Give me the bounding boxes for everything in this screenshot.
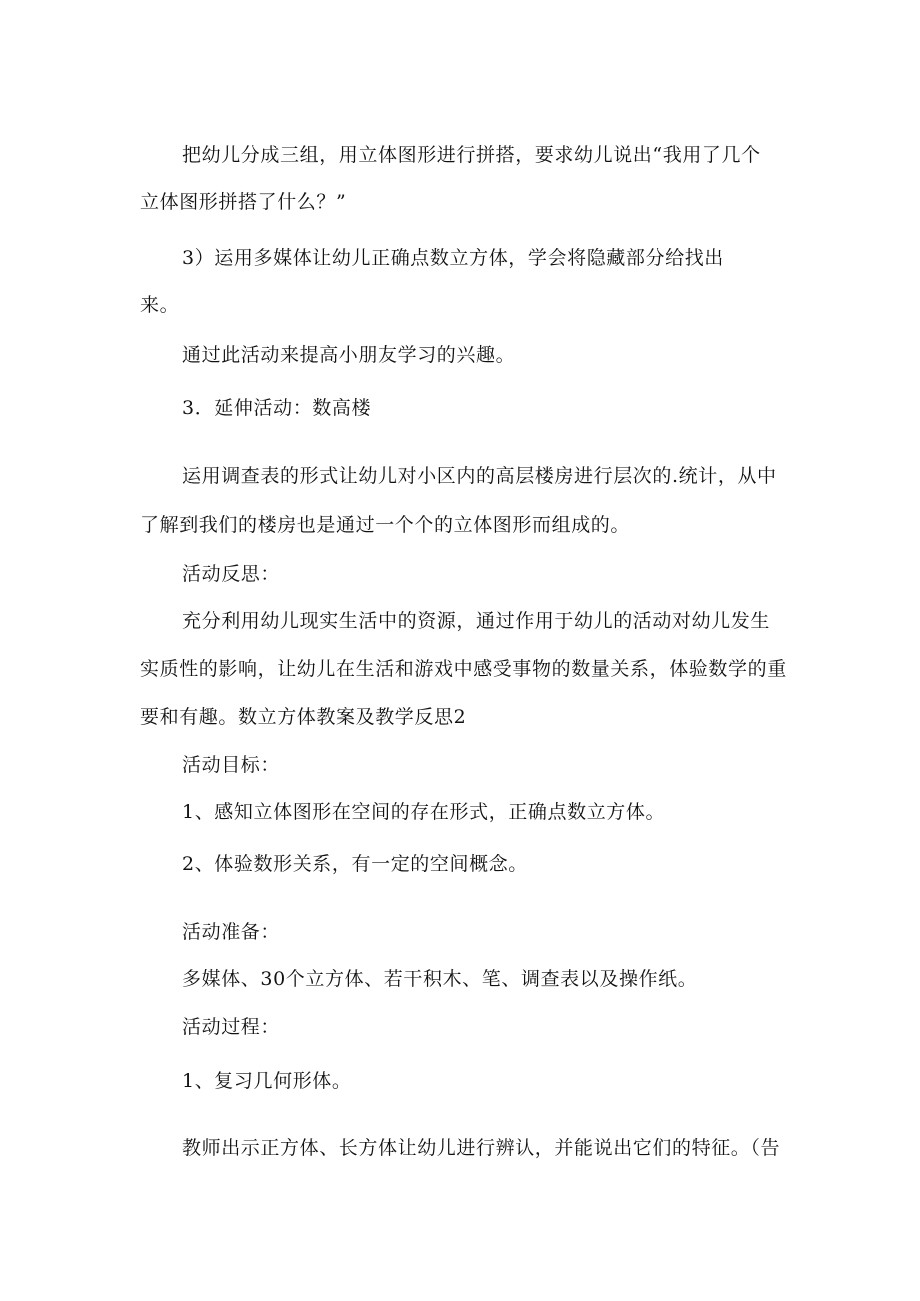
- text-line: 立体图形拼搭了什么？”: [140, 191, 347, 213]
- text-line: 教师出示正方体、长方体让幼儿进行辨认，并能说出它们的特征。（告: [182, 1137, 781, 1159]
- text-line: 运用调查表的形式让幼儿对小区内的高层楼房进行层次的.统计，从中: [182, 465, 777, 487]
- list-item: 1、感知立体图形在空间的存在形式，正确点数立方体。: [182, 801, 666, 823]
- section-heading: 活动过程：: [182, 1016, 281, 1038]
- text-line: 充分利用幼儿现实生活中的资源，通过作用于幼儿的活动对幼儿发生: [182, 610, 771, 632]
- text-line: 3）运用多媒体让幼儿正确点数立方体，学会将隐藏部分给找出: [182, 247, 724, 269]
- section-heading: 活动反思：: [182, 563, 281, 585]
- section-heading: 活动准备：: [182, 921, 281, 943]
- text-line: 实质性的影响，让幼儿在生活和游戏中感受事物的数量关系，体验数学的重: [140, 658, 787, 680]
- text-line: 了解到我们的楼房也是通过一个个的立体图形而组成的。: [140, 514, 631, 536]
- text-line: 要和有趣。数立方体教案及教学反思2: [140, 706, 467, 728]
- section-heading: 活动目标：: [182, 754, 281, 776]
- list-item: 2、体验数形关系，有一定的空间概念。: [182, 853, 528, 875]
- text-line: 通过此活动来提高小朋友学习的兴趣。: [182, 344, 516, 366]
- section-heading: 3．延伸活动：数高楼: [182, 397, 372, 419]
- text-line: 把幼儿分成三组，用立体图形进行拼搭，要求幼儿说出“我用了几个: [182, 144, 761, 166]
- text-line: 多媒体、30个立方体、若干积木、笔、调查表以及操作纸。: [182, 968, 698, 990]
- list-item: 1、复习几何形体。: [182, 1070, 352, 1092]
- text-line: 来。: [140, 294, 180, 316]
